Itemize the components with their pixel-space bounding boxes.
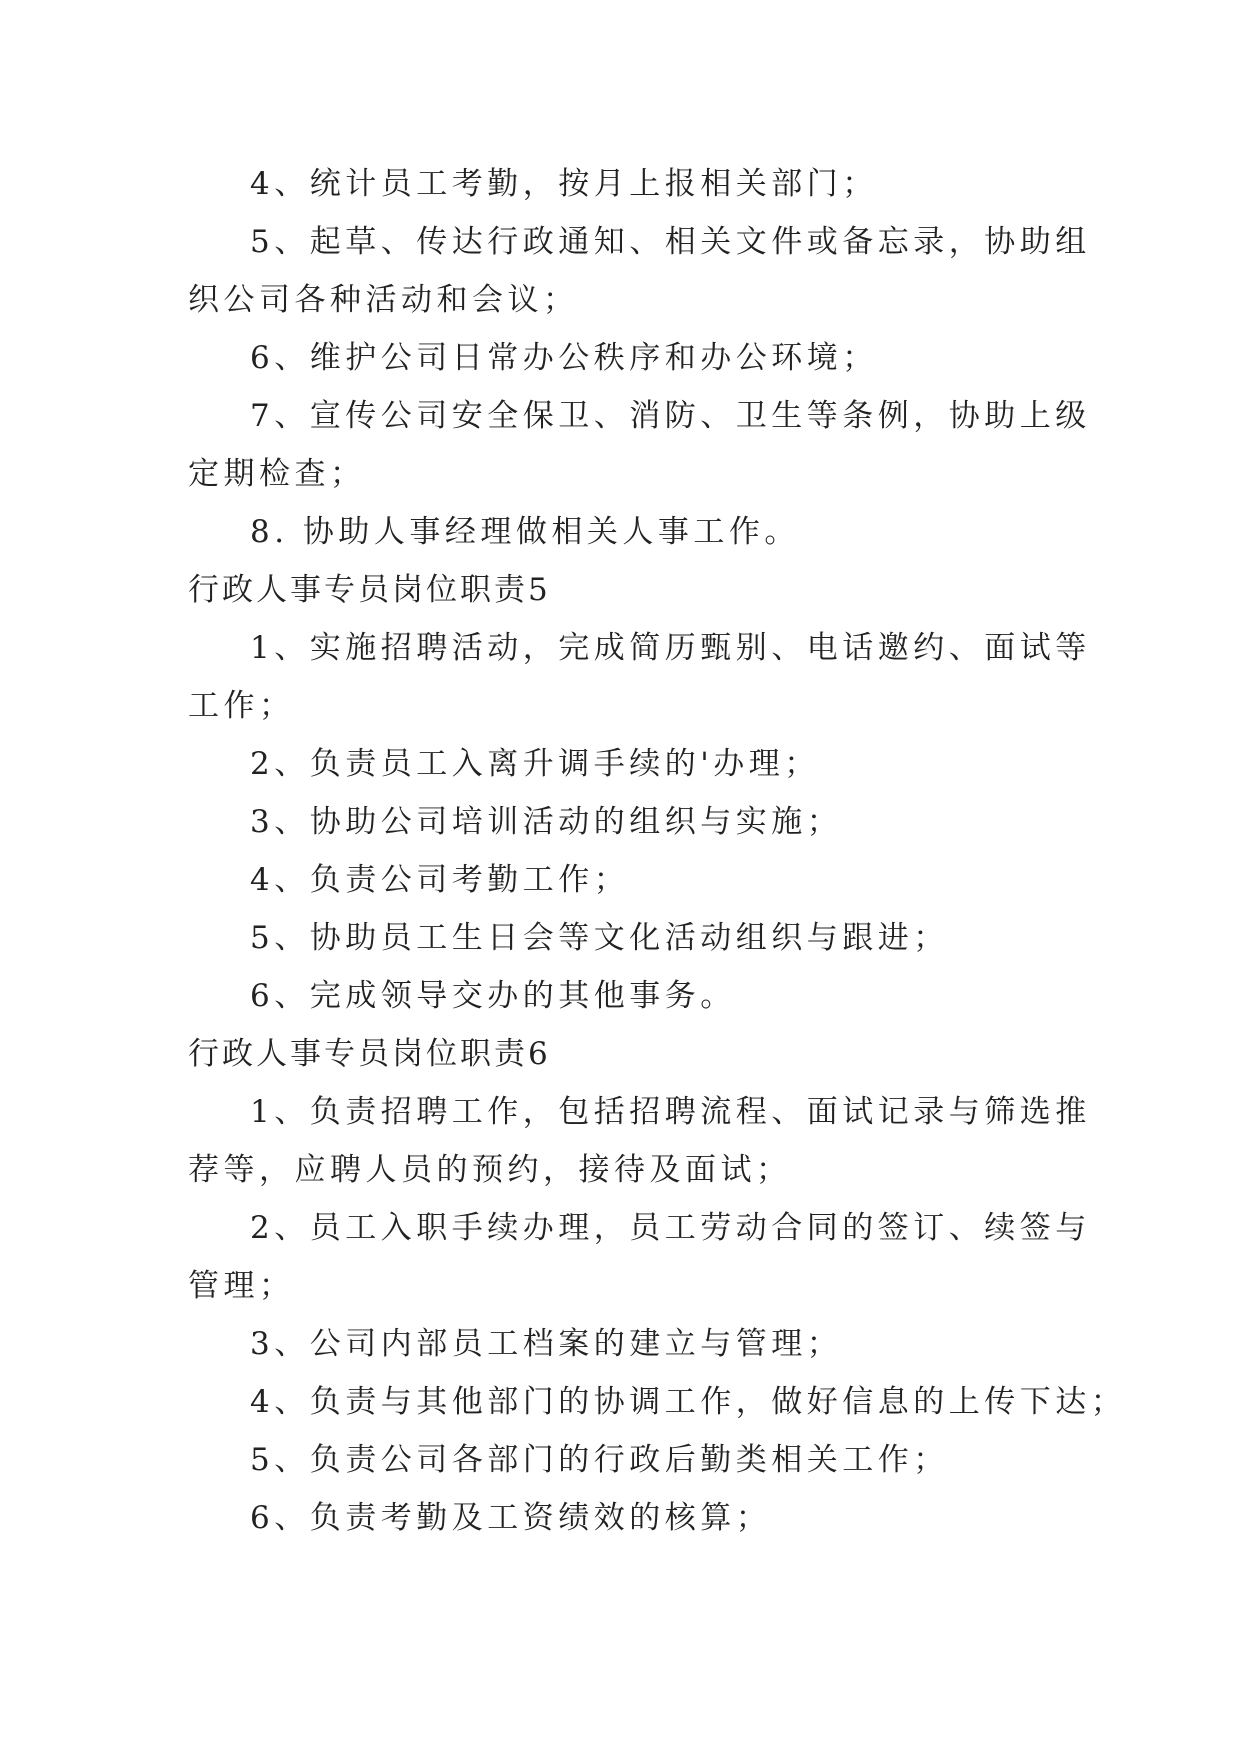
list-item: 5、协助员工生日会等文化活动组织与跟进； [250, 920, 949, 956]
list-item-continuation: 定期检查； [188, 456, 366, 492]
list-item: 7、宣传公司安全保卫、消防、卫生等条例，协助上级 [250, 398, 1091, 434]
list-item: 6、负责考勤及工资绩效的核算； [250, 1500, 772, 1536]
list-item: 6、维护公司日常办公秩序和办公环境； [250, 340, 878, 376]
list-item: 3、公司内部员工档案的建立与管理； [250, 1326, 843, 1362]
list-item: 4、负责与其他部门的协调工作，做好信息的上传下达； [250, 1384, 1127, 1420]
list-item: 4、负责公司考勤工作； [250, 862, 630, 898]
list-item-continuation: 工作； [188, 688, 295, 724]
list-item: 2、负责员工入离升调手续的'办理； [250, 746, 820, 782]
list-item: 8. 协助人事经理做相关人事工作。 [250, 514, 800, 550]
list-item-continuation: 管理； [188, 1268, 295, 1304]
list-item: 4、统计员工考勤，按月上报相关部门； [250, 166, 878, 202]
section-heading: 行政人事专员岗位职责5 [188, 572, 551, 608]
list-item: 1、实施招聘活动，完成简历甄别、电话邀约、面试等 [250, 630, 1091, 666]
list-item: 5、负责公司各部门的行政后勤类相关工作； [250, 1442, 949, 1478]
list-item-continuation: 荐等，应聘人员的预约，接待及面试； [188, 1152, 792, 1188]
list-item: 1、负责招聘工作，包括招聘流程、面试记录与筛选推 [250, 1094, 1091, 1130]
list-item-continuation: 织公司各种活动和会议； [188, 282, 579, 318]
section-heading: 行政人事专员岗位职责6 [188, 1036, 551, 1072]
document-body [188, 155, 1127, 1547]
list-item: 3、协助公司培训活动的组织与实施； [250, 804, 843, 840]
list-item: 5、起草、传达行政通知、相关文件或备忘录，协助组 [250, 224, 1091, 260]
list-item: 6、完成领导交办的其他事务。 [250, 978, 736, 1014]
list-item: 2、员工入职手续办理，员工劳动合同的签订、续签与 [250, 1210, 1091, 1246]
